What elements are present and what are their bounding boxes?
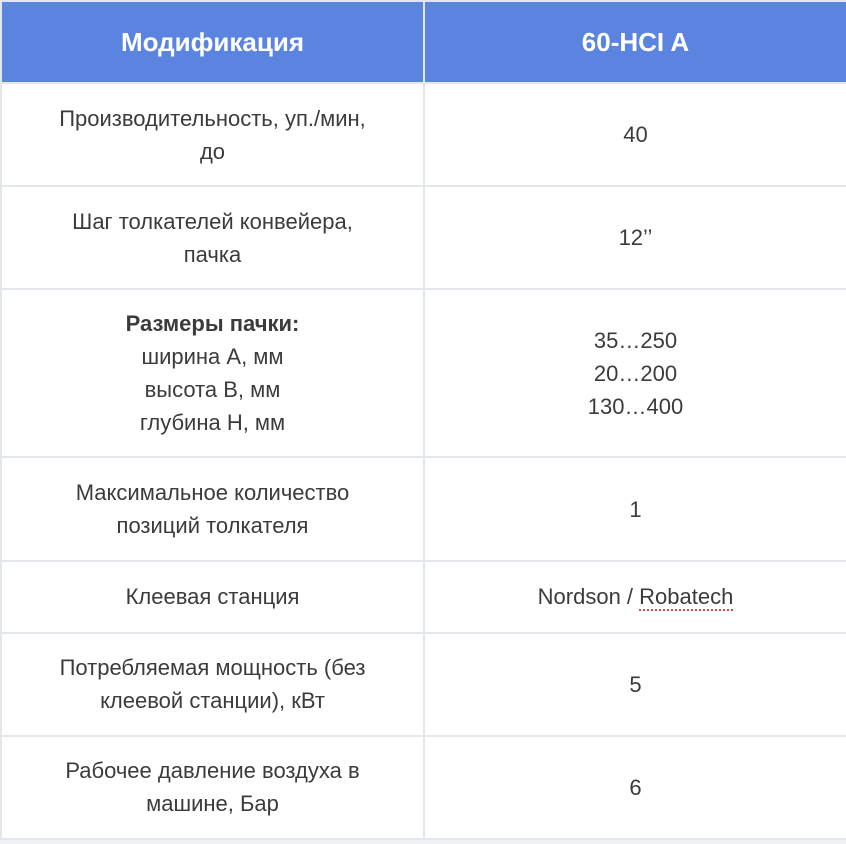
- value-line: 35…250: [593, 327, 678, 353]
- header-model: 60-HCI A: [424, 1, 846, 83]
- row-label-glue-station: [1, 561, 424, 633]
- value-line: 40: [623, 122, 648, 148]
- row-label-air-pressure: [1, 736, 424, 839]
- value-line: 6: [629, 774, 642, 800]
- table-row: [1, 633, 846, 736]
- label-line: Рабочее давление воздуха в: [65, 758, 360, 784]
- table-row: [1, 186, 846, 289]
- row-value-glue-station: [424, 561, 846, 633]
- label-line: Потребляемая мощность (без: [59, 655, 366, 681]
- row-value-pusher-positions: [424, 457, 846, 560]
- row-value-pusher-pitch: [424, 186, 846, 289]
- table-header-row: [1, 1, 846, 83]
- row-value-air-pressure: [424, 736, 846, 839]
- row-label-pusher-pitch: [1, 186, 424, 289]
- label-line: машине, Бар: [146, 791, 279, 817]
- table-row: [1, 289, 846, 457]
- table-row: [1, 736, 846, 839]
- label-line: высота В, мм: [144, 377, 281, 403]
- spellcheck-flagged-word: Robatech: [639, 584, 734, 610]
- label-line: Максимальное количество: [75, 480, 350, 506]
- table-row: [1, 457, 846, 560]
- label-line: ширина А, мм: [141, 344, 284, 370]
- row-value-power: [424, 633, 846, 736]
- label-line: пачка: [183, 241, 242, 267]
- table-row: [1, 561, 846, 633]
- row-label-pack-dimensions: [1, 289, 424, 457]
- row-value-performance: [424, 83, 846, 186]
- label-line: до: [199, 138, 226, 164]
- bottom-divider: [0, 840, 846, 844]
- label-line: Клеевая станция: [125, 584, 300, 610]
- row-value-pack-dimensions: [424, 289, 846, 457]
- value-line: 12’’: [618, 225, 653, 251]
- row-label-pusher-positions: [1, 457, 424, 560]
- label-line: глубина Н, мм: [139, 410, 286, 436]
- label-line: клеевой станции), кВт: [100, 688, 325, 714]
- value-line: 20…200: [593, 360, 678, 386]
- value-line: 130…400: [587, 393, 684, 419]
- value-line: 5: [629, 671, 642, 697]
- value-line: 1: [629, 496, 642, 522]
- label-line: Шаг толкателей конвейера,: [72, 208, 353, 234]
- value-text: Nordson /: [537, 584, 640, 610]
- header-modification: Модификация: [1, 1, 424, 83]
- value-line: [439, 580, 832, 613]
- label-line: Производительность, уп./мин,: [59, 105, 366, 131]
- table-row: [1, 83, 846, 186]
- label-heading: Размеры пачки:: [125, 311, 300, 337]
- row-label-power: [1, 633, 424, 736]
- label-line: позиций толкателя: [116, 513, 309, 539]
- row-label-performance: [1, 83, 424, 186]
